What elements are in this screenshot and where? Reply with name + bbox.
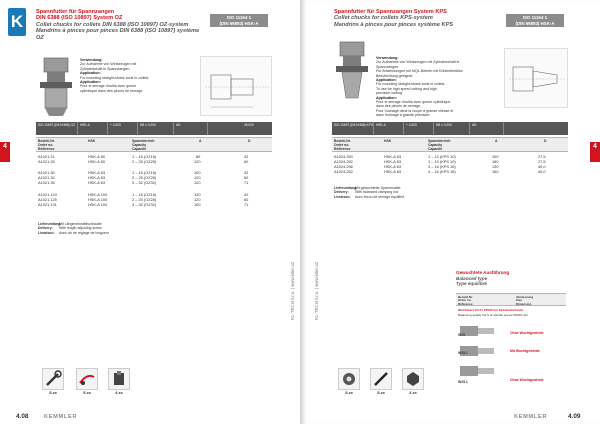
usage-label: Application: (376, 95, 397, 100)
vertical-dealer-text: KL-TECH s.r.o. | www.kltec.cz (314, 261, 319, 320)
table-cell: 71 (244, 202, 249, 207)
table-cell: 100 (194, 202, 201, 207)
left-title-de: Spannfutter für Spannzangen (36, 9, 115, 15)
left-title-norm: DIN 6388 (ISO 10897) System OZ (36, 15, 123, 22)
left-title-fr: Mandrins à pinces pour pinces DIN 6388 (ISO 10897) système OZ (36, 28, 200, 41)
collet-chuck-photo (36, 56, 76, 118)
table-cell: HSK-A 63 (384, 154, 402, 159)
spec-runout: KB ± 0.003 (434, 122, 470, 135)
table-cell: 2 – 25 (OZ25) (132, 175, 157, 180)
table-cell: 2 – 25 (OZ25) (132, 159, 157, 164)
usage-text: Zylinderschaft in Spannzangen. (80, 66, 131, 71)
icon-label: 4.xx (409, 391, 417, 395)
usage-text: precision cutting. (376, 91, 403, 96)
box-note-de: Wuchtwert G2,5 / 25000 bei Spindeldrehzahl (458, 308, 523, 312)
table-row: A1021.21 (38, 154, 55, 159)
usage-text: For mounting straight-shank tools in collets. (376, 82, 446, 87)
table-cell: HSK-A 63 (88, 180, 106, 185)
icon-label: S.xx (83, 391, 91, 395)
table-cell: HSK-A 63 (88, 170, 106, 175)
technical-drawing (200, 56, 272, 116)
legend-key: Delivery: (38, 226, 53, 231)
usage-label: Application: (376, 78, 397, 83)
right-heading (334, 9, 499, 28)
brand-name: KEMMLER (44, 414, 78, 420)
th-d: D (248, 139, 251, 143)
table-row: A1021.35 (38, 180, 55, 185)
left-usage (80, 58, 205, 93)
legend-value: Avec vis de réglage de longueur (59, 230, 109, 235)
table-row: A1024.256 (334, 164, 353, 169)
th-a: A (199, 139, 202, 143)
table-cell: 71 (244, 180, 249, 185)
tag-line-1: ISO 11164-1 (226, 15, 252, 20)
brand-name: KEMMLER (514, 414, 548, 420)
spec-tolerance: + 2.000 (404, 122, 434, 135)
box-item-no: W25.1 (458, 380, 468, 384)
left-table-header (36, 137, 272, 152)
usage-text: Pour le serrage d'outils avec queue cylindrique (376, 100, 451, 105)
legend-value: With length adjusting screw (59, 226, 102, 231)
table-cell: 1 – 16 (OZ16) (132, 154, 157, 159)
right-page (300, 0, 600, 424)
balanced-box-header (456, 293, 566, 306)
th-order-no: Bestell-Nr. Order no. Référence (334, 139, 351, 151)
table-row: A1021.30 (38, 170, 55, 175)
right-standard-tag (506, 14, 564, 27)
table-cell: HSK-A 63 (384, 159, 402, 164)
table-cell: 100 (194, 175, 201, 180)
table-cell: 1 – 10 (KPS 10) (428, 159, 456, 164)
legend-value: Mit Längeneinstellschraube (59, 222, 102, 226)
right-table-header (332, 137, 568, 152)
spec-standard: ISO 10897 (DIN 6388) KPS (332, 122, 374, 135)
usage-label: Verwendung: (80, 58, 103, 62)
left-title-en: Collet chucks for collets DIN 6388 (ISO 10897) OZ-system (36, 21, 189, 28)
usage-text: Spannzangen. (376, 64, 400, 69)
usage-text: Pour l'usinage dans la coupe à grande vitesse et (376, 108, 454, 113)
right-delivery-legend (334, 186, 404, 199)
tag-line-1: ISO 11164-1 (522, 15, 548, 20)
legend-key: Livraison: (334, 194, 351, 199)
table-cell: 42 (244, 154, 249, 159)
box-item-desc: Ohne Wuchtgewinde (510, 378, 544, 382)
table-cell: 120 (194, 159, 201, 164)
table-cell: 4 – 16 (KPS 16) (428, 164, 456, 169)
chapter-tab[interactable]: 4 (0, 142, 10, 162)
table-row: A1021.125 (38, 197, 57, 202)
table-row: A1021.25 (38, 159, 55, 164)
box-item-desc: Mit Wuchtgewinde (510, 349, 540, 353)
collet-icon[interactable] (338, 368, 360, 390)
clamp-nut-icon[interactable] (76, 368, 98, 390)
spec-hsk: HSK-A (78, 122, 108, 135)
left-heading (36, 9, 206, 41)
right-title-de: Spannfutter für Spannzangen System KPS (334, 9, 447, 15)
box-title-de: Gewuchtete Ausführung (456, 270, 510, 275)
box-th-size: Abmessung Size Dimension (516, 295, 534, 306)
table-cell: 80 (196, 154, 201, 159)
table-row: A1021.124 (38, 192, 57, 197)
th-capacity: Spannbereich Capacity Capacité (132, 139, 155, 151)
table-cell: 160 (492, 169, 499, 174)
table-cell: 42 (244, 170, 249, 175)
usage-text: Für Anwendungen mit MQL-Betrieb mit Kühlmitteldüse (376, 69, 463, 74)
usage-text: dans des pinces de serrage. (376, 104, 422, 109)
usage-text: To use for high speed cutting and high (376, 86, 437, 91)
page-number: 4.08 (16, 413, 29, 420)
table-cell: HSK-A 100 (88, 197, 108, 202)
usage-text: Pour le serrage d'outils avec queue (80, 84, 137, 89)
legend-value: With balanced clamping nut (355, 190, 398, 195)
table-row: A1021.32 (38, 175, 55, 180)
table-cell: 2 – 25 (OZ25) (132, 197, 157, 202)
table-cell: 120 (194, 192, 201, 197)
usage-text: Zur Aufnahme von Werkzeugen mit Zylinderschaft in (376, 60, 460, 65)
table-cell: 1 – 16 (OZ16) (132, 192, 157, 197)
usage-text: For mounting straight-shank tools in collets. (80, 75, 150, 80)
legend-key: Livraison: (38, 230, 55, 235)
tag-line-2: (DIN 69893) HSK-A (219, 20, 259, 26)
spec-standard: ISO 10897 (DIN 6388) OZ (36, 122, 78, 135)
th-capacity: Spannbereich Capacity Capacité (428, 139, 451, 151)
legend-key: Lieferumfang: (38, 222, 62, 226)
table-cell: 3 – 32 (OZ32) (132, 202, 157, 207)
brand-logo: K (8, 8, 26, 36)
spec-hsk: HSK-A (374, 122, 404, 135)
table-row: A1021.131 (38, 202, 57, 207)
table-cell: 120 (194, 180, 201, 185)
table-row: A1024.250 (334, 154, 353, 159)
th-d: D (544, 139, 547, 143)
box-th-order: Bestell-Nr. Order no. Référence (458, 295, 473, 306)
usage-text: Zur Aufnahme von Werkzeugen mit (80, 62, 137, 67)
table-cell: HSK-A 63 (384, 169, 402, 174)
right-title-en: Collet chucks for collets KPS-system (334, 15, 433, 22)
table-cell: 40,0 (538, 169, 546, 174)
th-a: A (495, 139, 498, 143)
usage-label: Application: (80, 71, 101, 76)
tag-line-2: (DIN 69893) HSK-A (515, 20, 555, 26)
table-cell: 42 (244, 192, 249, 197)
table-cell: HSK-A 63 (88, 175, 106, 180)
icon-label: 4.xx (115, 391, 123, 395)
page-number: 4.09 (568, 413, 581, 420)
balanced-box-title (456, 270, 566, 287)
table-cell: HSK-A 50 (88, 154, 106, 159)
th-hsk: HSK (384, 139, 392, 143)
spec-coolant: AD (174, 122, 208, 135)
usage-text: dans l'usinage à grande précision. (376, 113, 431, 118)
table-cell: HSK-A 50 (88, 159, 106, 164)
box-item-no: W25.1 (458, 351, 468, 355)
table-cell: 27,5 (538, 154, 546, 159)
legend-value: Avec écrou de serrage équilibré (355, 194, 405, 199)
box-item-no: W25 (458, 333, 465, 337)
table-cell: HSK-A 100 (88, 202, 108, 207)
right-spec-bar (332, 122, 568, 135)
usage-label: Application: (80, 80, 101, 85)
legend-key: Lieferumfang: (334, 186, 358, 190)
table-cell: 60 (244, 159, 249, 164)
technical-drawing (504, 48, 568, 108)
table-cell: 120 (194, 197, 201, 202)
spec-coolant: AD (470, 122, 504, 135)
spec-runout: KB ± 0.003 (138, 122, 174, 135)
table-cell: 100 (492, 154, 499, 159)
table-cell: 40,0 (538, 164, 546, 169)
spec-speed: 25.000 (244, 123, 254, 127)
usage-label: Verwendung: (376, 56, 399, 60)
right-usage (376, 56, 502, 118)
left-delivery-legend (38, 222, 109, 235)
right-title-fr: Mandrins à pinces pour pinces système KPS (334, 21, 454, 28)
th-hsk: HSK (88, 139, 96, 143)
icon-label: S.xx (49, 391, 57, 395)
table-cell: 27,5 (538, 159, 546, 164)
table-cell: HSK-A 63 (384, 164, 402, 169)
vertical-dealer-text: KL-TECH s.r.o. | www.kltec.cz (290, 261, 295, 320)
chapter-tab[interactable]: 4 (590, 142, 600, 162)
box-title-en: Balanced type (456, 275, 488, 281)
icon-label: S.xx (345, 391, 353, 395)
balanced-chuck-thumb-3 (458, 362, 500, 380)
table-cell: 1 – 10 (KPS 10) (428, 154, 456, 159)
box-item-desc: Ohne Wuchtgewinde (510, 331, 544, 335)
table-cell: 60 (244, 175, 249, 180)
box-title-fr: Type équilibré (456, 281, 487, 287)
spanner-icon[interactable] (42, 368, 64, 390)
kps-chuck-photo (332, 40, 372, 102)
spec-tolerance: + 2.000 (108, 122, 138, 135)
th-order-no: Bestell-Nr. Order no. Référence (38, 139, 55, 151)
table-cell: 130 (492, 164, 499, 169)
table-cell: 60 (244, 197, 249, 202)
table-cell: 100 (194, 170, 201, 175)
usage-text: cylindrique dans des pinces de serrage. (80, 88, 144, 93)
table-row: A1024.252 (334, 159, 353, 164)
usage-text: Beschichtung geeignet. (376, 73, 414, 78)
legend-key: Delivery: (334, 190, 349, 195)
nut-icon[interactable] (402, 368, 424, 390)
table-cell: 1 – 16 (OZ16) (132, 170, 157, 175)
left-spec-bar (36, 122, 272, 135)
left-standard-tag (210, 14, 268, 27)
table-cell: HSK-A 100 (88, 192, 108, 197)
collet-key-icon[interactable] (108, 368, 130, 390)
table-cell: 4 – 16 (KPS 16) (428, 169, 456, 174)
wrench-icon[interactable] (370, 368, 392, 390)
legend-value: Mit gewuchteter Spannmutter (355, 186, 401, 190)
table-cell: 3 – 32 (OZ32) (132, 180, 157, 185)
icon-label: S.xx (377, 391, 385, 395)
table-cell: 160 (492, 159, 499, 164)
table-row: A1024.262 (334, 169, 353, 174)
box-note-en: Balancing quality G2,5 at spindle speed 25000 rpm (458, 313, 528, 317)
